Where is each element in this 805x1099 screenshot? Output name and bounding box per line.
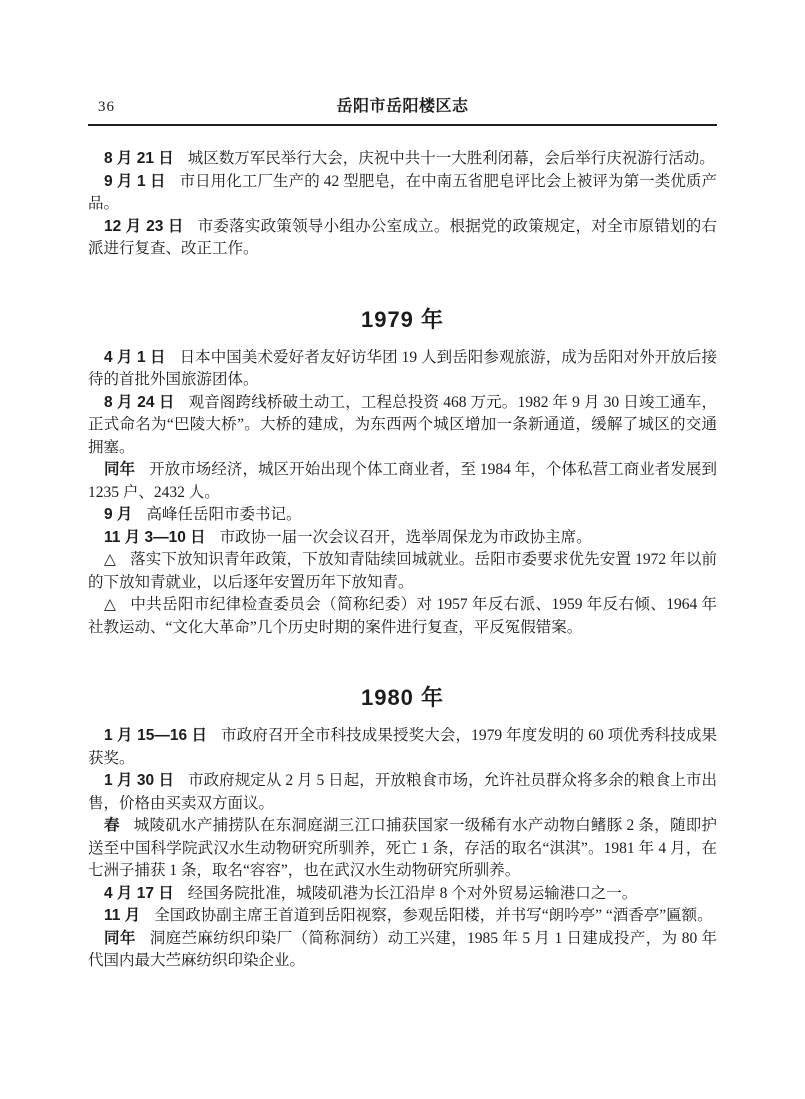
- entry-date: 11 月: [104, 907, 141, 924]
- entry-text: 市委落实政策领导小组办公室成立。根据党的政策规定，对全市原错划的右派进行复查、改正工作。: [88, 217, 717, 257]
- entry-text: 城陵矶水产捕捞队在东洞庭湖三江口捕获国家一级稀有水产动物白鳍豚 2 条，随即护送至中国科学院武汉水生动物研究所驯养，死亡 1 条，存活的取名“淇淇”。1981 年 4 月，在七洲子捕获 1 条，取名“容容”，也在武汉水生动物研究所驯养。: [88, 817, 717, 879]
- entry-text: 市政府召开全市科技成果授奖大会，1979 年度发明的 60 项优秀科技成果获奖。: [88, 727, 717, 767]
- entry-text: 开放市场经济，城区开始出现个体工商业者，至 1984 年，个体私营工商业者发展到 1235 户、2432 人。: [88, 461, 717, 501]
- chronicle-entry: [88, 392, 717, 460]
- entry-text: 全国政协副主席王首道到岳阳视察，参观岳阳楼，并书写“朗吟亭” “酒香亭”匾额。: [154, 907, 713, 924]
- chronicle-entry: [88, 725, 717, 770]
- chronicle-entry: [88, 883, 717, 906]
- section-heading-1979: 1979 年: [360, 306, 445, 332]
- entry-text: 中共岳阳市纪律检查委员会（简称纪委）对 1957 年反右派、1959 年反右倾、1964 年社教运动、“文化大革命”几个历史时期的案件进行复查，平反冤假错案。: [88, 596, 717, 636]
- entry-text: 市政协一届一次会议召开，选举周保龙为市政协主席。: [219, 528, 592, 546]
- chronicle-entry: [88, 148, 717, 171]
- chronicle-entry: [88, 171, 717, 216]
- section-heading-1980: 1980 年: [360, 685, 445, 710]
- entry-text: 观音阁跨线桥破土动工，工程总投资 468 万元。1982 年 9 月 30 日竣工通车，正式命名为“巴陵大桥”。大桥的建成，为东西两个城区增加一条新通道，缓解了城区的交通拥塞。: [88, 393, 717, 456]
- entry-date: 4 月 1 日: [104, 348, 166, 366]
- entry-date: 8 月 24 日: [104, 393, 175, 411]
- chronicle-entry: [88, 216, 717, 261]
- entry-text: 洞庭苎麻纺织印染厂（简称洞纺）动工兴建，1985 年 5 月 1 日建成投产，为 80 年代国内最大苎麻纺织印染企业。: [88, 929, 717, 969]
- entry-date: 同年: [104, 929, 136, 947]
- chronicle-entry: [88, 504, 717, 527]
- entry-text: 高峰任岳阳市委书记。: [146, 506, 302, 523]
- running-header: [88, 98, 717, 126]
- header-title: 岳阳市岳阳楼区志: [336, 98, 469, 115]
- chronicle-entry: [88, 815, 717, 883]
- chronicle-entry: [88, 928, 717, 973]
- chronicle-entry: [88, 347, 717, 392]
- entry-date: 1 月 30 日: [104, 772, 175, 789]
- chronicle-entry: [88, 527, 717, 550]
- page-number: 36: [98, 99, 115, 115]
- entry-date: 12 月 23 日: [104, 217, 184, 235]
- entry-text: 经国务院批准，城陵矶港为长江沿岸 8 个对外贸易运输港口之一。: [187, 884, 638, 902]
- entry-marker-triangle: △: [104, 596, 117, 613]
- entry-date: 9 月: [104, 506, 133, 523]
- entry-date: 9 月 1 日: [104, 172, 166, 190]
- entry-date: 1 月 15—16 日: [104, 727, 208, 744]
- entry-marker-triangle: △: [104, 551, 117, 568]
- chronicle-entry: [88, 594, 717, 639]
- page-body: [88, 126, 717, 973]
- entry-date: 8 月 21 日: [104, 150, 174, 167]
- entry-date: 4 月 17 日: [104, 884, 174, 902]
- entry-date: 同年: [104, 461, 136, 478]
- entry-text: 落实下放知识青年政策，下放知青陆续回城就业。岳阳市委要求优先安置 1972 年以前的下放知青就业，以后逐年安置历年下放知青。: [88, 551, 717, 591]
- chronicle-entry: [88, 459, 717, 504]
- entry-text: 城区数万军民举行大会，庆祝中共十一大胜利闭幕，会后举行庆祝游行活动。: [187, 150, 715, 167]
- entry-text: 市日用化工厂生产的 42 型肥皂，在中南五省肥皂评比会上被评为第一类优质产品。: [88, 172, 717, 212]
- entry-text: 市政府规定从 2 月 5 日起，开放粮食市场，允许社员群众将多余的粮食上市出售，价格由买卖双方面议。: [88, 772, 717, 812]
- entry-date: 春: [104, 817, 120, 834]
- entry-date: 11 月 3—10 日: [104, 528, 206, 546]
- entry-text: 日本中国美术爱好者友好访华团 19 人到岳阳参观旅游，成为岳阳对外开放后接待的首批外国旅游团体。: [88, 348, 717, 388]
- chronicle-entry: [88, 549, 717, 594]
- chronicle-entry: [88, 770, 717, 815]
- chronicle-entry: [88, 905, 717, 928]
